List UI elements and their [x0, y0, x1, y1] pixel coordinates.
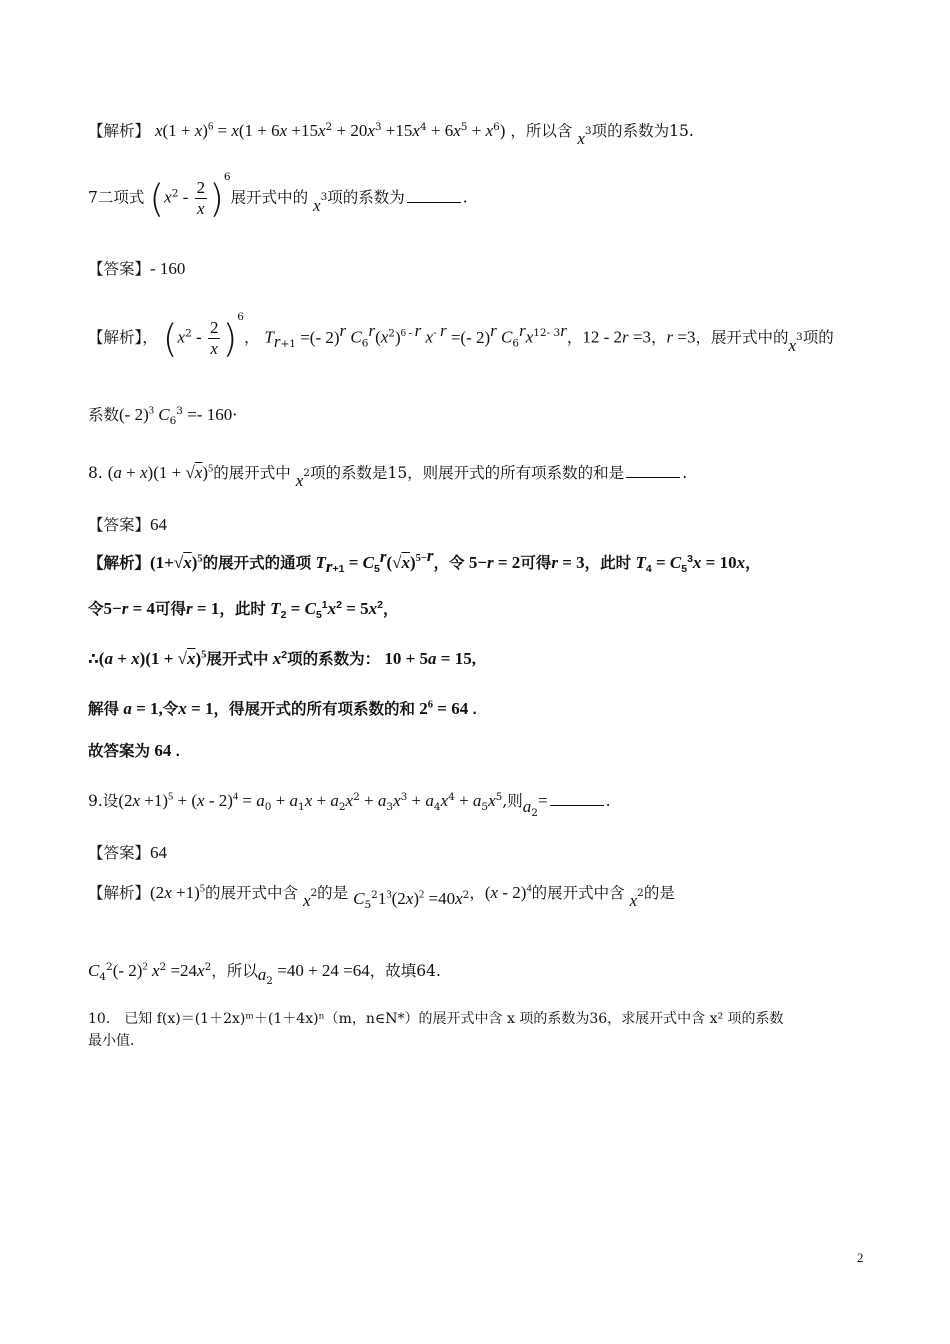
q7-answer: 【答案】- 160: [88, 259, 186, 278]
q7-coef: 系数(- 2)$^3$ $C_6^3 =- 160\cdot$: [88, 404, 238, 428]
analysis-tag: 【解析】: [88, 122, 151, 140]
q8-stem: 8. $(a + x)(1 + √x)^5$的展开式中 $x^2$项的系数是15，则展开式的所有项系数的和是 .: [88, 463, 688, 490]
q7-stem: 7二项式 ($x^2$ - $\frac{2}{x}$ )$^6$展开式中的 $x^3$项的系数为 .: [88, 171, 468, 221]
q9-analysis-line2: $C_4^2(-$ 2)$^2$ $x^2 =24x^2$，所以$a_2 =40 + 24 =64$，故填64.: [88, 960, 441, 988]
q8-analysis-line5: 故答案为 64 .: [88, 741, 180, 760]
q9-analysis-line1: 【解析】$(2x +1)^5$的展开式中含 $x^2$的是 $C_5^21^3(2x)^2 =40x^2$，(x - 2)$^4$的展开式中含 $x^2$的是: [88, 883, 675, 912]
q8-analysis-line2: 令5−r = 4可得r = 1，此时 $T_2 = C_5^1x^2 = 5x^2$，: [88, 598, 399, 622]
q7-analysis: 【解析】， ($x^2$ - $\frac{2}{x}$ )$^6$， $T_{r+1}$ =(- 2)$^r$ $C_6^r(x^2)^{6 - r}$ $x^{- r}$ =(- 2)$^r$ $C_6^rx^{12- 3r}$，12 - 2r =3，r =3，展开式中的$x^3$项的: [88, 311, 834, 361]
q9-answer: 【答案】64: [88, 843, 168, 862]
q6-analysis: 【解析】 $x(1 + x)^6 = x(1 + 6x +15x^2 + 20x^3 +15x^4 + 6x^5 + x^6)$ ，所以含 $x^3$项的系数为15.: [88, 120, 694, 148]
q10-stem-line1: 10. 已知 f(x)＝(1＋2x)ᵐ＋(1＋4x)ⁿ（m，n∈N*）的展开式中含 x 项的系数为36，求展开式中含 x² 项的系数: [88, 1011, 784, 1027]
q8-analysis-line3: ∴(a + $x)(1 + √x)^5$展开式中 $x^2$项的系数为： 10 + 5a = 15,: [88, 648, 476, 668]
q8-analysis-line1: 【解析】$(1+√x)^5$的展开式的通项 $T_{r+1} = C_5^r(√x)^{5-r}$，令 5−r = 2可得r = 3，此时 $T_4 = C_5^3x = 10x$，: [88, 546, 761, 577]
q8-analysis-line4: 解得 a = 1,令x = 1，得展开式的所有项系数的和 $2^6 = 64$ .: [88, 699, 477, 718]
q10-stem-line2: 最小值.: [88, 1033, 135, 1049]
q8-answer: 【答案】64: [88, 515, 168, 534]
page-number: 2: [857, 1250, 864, 1265]
q9-stem: 9.设$(2x +1)^5 + (x - 2)^4 = a_0 + a_1x + a_2x^2 + a_3x^3 + a_4x^4 + a_5x^5$,则$a_2=$ .: [88, 790, 611, 820]
